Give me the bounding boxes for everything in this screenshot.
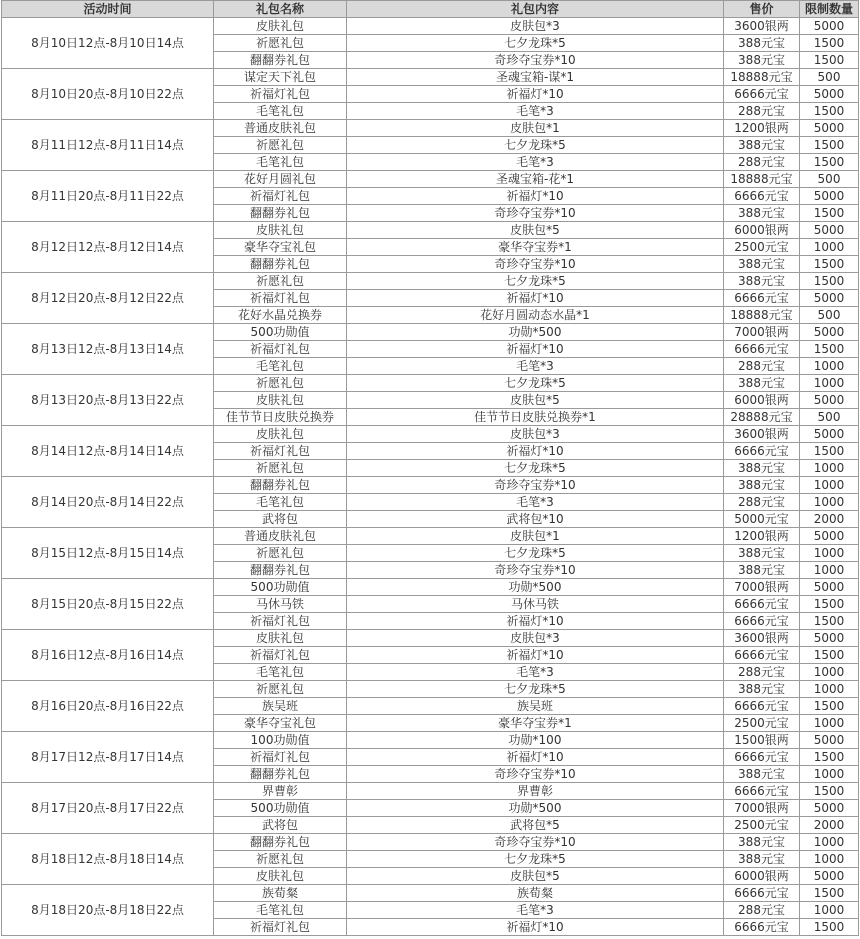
table-row [2,528,859,545]
limit-cell: 1000 [800,494,859,511]
price-cell: 6666元宝 [724,647,800,664]
activity-time-cell: 8月13日20点-8月13日22点 [2,375,214,426]
gift-content-cell: 祈福灯*10 [347,443,724,460]
gift-content-cell: 界曹彰 [347,783,724,800]
price-cell: 388元宝 [724,834,800,851]
price-cell: 6000银两 [724,868,800,885]
header-limit: 限制数量 [800,1,859,18]
gift-name-cell: 毛笔礼包 [214,902,347,919]
gift-name-cell: 谋定天下礼包 [214,69,347,86]
gift-content-cell: 毛笔*3 [347,154,724,171]
price-cell: 1200银两 [724,528,800,545]
activity-time-cell: 8月14日20点-8月14日22点 [2,477,214,528]
price-cell: 288元宝 [724,154,800,171]
price-cell: 6666元宝 [724,86,800,103]
table-row [2,324,859,341]
price-cell: 2500元宝 [724,817,800,834]
gift-name-cell: 500功勋值 [214,324,347,341]
price-cell: 3600银两 [724,18,800,35]
gift-name-cell: 皮肤礼包 [214,868,347,885]
price-cell: 2500元宝 [724,715,800,732]
limit-cell: 1000 [800,477,859,494]
limit-cell: 5000 [800,392,859,409]
limit-cell: 500 [800,69,859,86]
gift-name-cell: 普通皮肤礼包 [214,120,347,137]
gift-name-cell: 毛笔礼包 [214,664,347,681]
price-cell: 6666元宝 [724,596,800,613]
limit-cell: 1000 [800,545,859,562]
gift-content-cell: 功勋*500 [347,800,724,817]
activity-time-cell: 8月17日12点-8月17日14点 [2,732,214,783]
gift-content-cell: 毛笔*3 [347,103,724,120]
gift-name-cell: 皮肤礼包 [214,222,347,239]
gift-name-cell: 界曹彰 [214,783,347,800]
gift-content-cell: 七夕龙珠*5 [347,35,724,52]
gift-name-cell: 普通皮肤礼包 [214,528,347,545]
gift-name-cell: 翻翻券礼包 [214,834,347,851]
limit-cell: 1500 [800,443,859,460]
gift-content-cell: 马休马铁 [347,596,724,613]
gift-name-cell: 祈福灯礼包 [214,749,347,766]
table-body [2,18,859,936]
price-cell: 388元宝 [724,545,800,562]
limit-cell: 1500 [800,749,859,766]
gift-content-cell: 皮肤包*3 [347,630,724,647]
gift-content-cell: 七夕龙珠*5 [347,375,724,392]
table-row [2,885,859,902]
gift-content-cell: 佳节节日皮肤兑换券*1 [347,409,724,426]
activity-time-cell: 8月16日20点-8月16日22点 [2,681,214,732]
table-row [2,579,859,596]
table-row [2,171,859,188]
gift-name-cell: 族荀粲 [214,885,347,902]
gift-name-cell: 佳节节日皮肤兑换券 [214,409,347,426]
limit-cell: 1500 [800,783,859,800]
gift-name-cell: 祈福灯礼包 [214,188,347,205]
gift-name-cell: 祈愿礼包 [214,545,347,562]
gift-name-cell: 祈愿礼包 [214,681,347,698]
activity-time-cell: 8月18日12点-8月18日14点 [2,834,214,885]
gift-name-cell: 祈福灯礼包 [214,647,347,664]
price-cell: 6666元宝 [724,698,800,715]
price-cell: 3600银两 [724,630,800,647]
table-row [2,681,859,698]
limit-cell: 5000 [800,800,859,817]
gift-name-cell: 皮肤礼包 [214,426,347,443]
limit-cell: 1000 [800,375,859,392]
gift-content-cell: 七夕龙珠*5 [347,545,724,562]
limit-cell: 5000 [800,324,859,341]
table-row [2,426,859,443]
gift-content-cell: 祈福灯*10 [347,749,724,766]
gift-content-cell: 族荀粲 [347,885,724,902]
gift-content-cell: 花好月圆动态水晶*1 [347,307,724,324]
limit-cell: 500 [800,171,859,188]
price-cell: 7000银两 [724,324,800,341]
gift-name-cell: 皮肤礼包 [214,392,347,409]
limit-cell: 5000 [800,426,859,443]
activity-time-cell: 8月11日20点-8月11日22点 [2,171,214,222]
gift-content-cell: 皮肤包*3 [347,18,724,35]
gift-name-cell: 100功勋值 [214,732,347,749]
gift-content-cell: 皮肤包*5 [347,222,724,239]
gift-name-cell: 祈愿礼包 [214,460,347,477]
price-cell: 6666元宝 [724,290,800,307]
gift-content-cell: 皮肤包*5 [347,868,724,885]
gift-content-cell: 豪华夺宝券*1 [347,715,724,732]
limit-cell: 1000 [800,681,859,698]
price-cell: 288元宝 [724,902,800,919]
gift-content-cell: 族吴班 [347,698,724,715]
gift-content-cell: 祈福灯*10 [347,647,724,664]
limit-cell: 1000 [800,902,859,919]
table-row [2,69,859,86]
limit-cell: 5000 [800,868,859,885]
gift-name-cell: 马休马铁 [214,596,347,613]
price-cell: 6666元宝 [724,885,800,902]
price-cell: 6000银两 [724,392,800,409]
limit-cell: 1500 [800,154,859,171]
gift-name-cell: 翻翻券礼包 [214,205,347,222]
price-cell: 6000银两 [724,222,800,239]
price-cell: 388元宝 [724,35,800,52]
gift-content-cell: 毛笔*3 [347,358,724,375]
gift-name-cell: 族吴班 [214,698,347,715]
limit-cell: 5000 [800,188,859,205]
limit-cell: 1000 [800,562,859,579]
table-row [2,783,859,800]
gift-name-cell: 毛笔礼包 [214,494,347,511]
gift-content-cell: 祈福灯*10 [347,613,724,630]
price-cell: 388元宝 [724,851,800,868]
table-row [2,834,859,851]
activity-time-cell: 8月12日20点-8月12日22点 [2,273,214,324]
limit-cell: 1500 [800,647,859,664]
price-cell: 6666元宝 [724,613,800,630]
gift-name-cell: 武将包 [214,817,347,834]
price-cell: 7000银两 [724,579,800,596]
price-cell: 18888元宝 [724,171,800,188]
table-row [2,273,859,290]
gift-name-cell: 毛笔礼包 [214,103,347,120]
gift-name-cell: 皮肤礼包 [214,630,347,647]
limit-cell: 1500 [800,698,859,715]
gift-name-cell: 祈福灯礼包 [214,290,347,307]
table-row [2,375,859,392]
activity-time-cell: 8月18日20点-8月18日22点 [2,885,214,936]
gift-content-cell: 皮肤包*1 [347,120,724,137]
gift-content-cell: 祈福灯*10 [347,290,724,307]
price-cell: 6666元宝 [724,443,800,460]
price-cell: 388元宝 [724,205,800,222]
gift-content-cell: 祈福灯*10 [347,86,724,103]
gift-content-cell: 皮肤包*5 [347,392,724,409]
activity-time-cell: 8月15日12点-8月15日14点 [2,528,214,579]
gift-content-cell: 武将包*5 [347,817,724,834]
gift-name-cell: 祈福灯礼包 [214,86,347,103]
gift-content-cell: 奇珍夺宝券*10 [347,834,724,851]
activity-time-cell: 8月10日12点-8月10日14点 [2,18,214,69]
gift-content-cell: 奇珍夺宝券*10 [347,766,724,783]
price-cell: 5000元宝 [724,511,800,528]
gift-name-cell: 花好月圆礼包 [214,171,347,188]
gift-name-cell: 祈愿礼包 [214,273,347,290]
limit-cell: 1500 [800,35,859,52]
activity-time-cell: 8月17日20点-8月17日22点 [2,783,214,834]
gift-content-cell: 毛笔*3 [347,664,724,681]
gift-content-cell: 圣魂宝箱-谋*1 [347,69,724,86]
header-time: 活动时间 [2,1,214,18]
limit-cell: 5000 [800,86,859,103]
price-cell: 18888元宝 [724,69,800,86]
limit-cell: 5000 [800,120,859,137]
price-cell: 28888元宝 [724,409,800,426]
gift-content-cell: 功勋*500 [347,324,724,341]
price-cell: 288元宝 [724,358,800,375]
gift-content-cell: 奇珍夺宝券*10 [347,256,724,273]
price-cell: 18888元宝 [724,307,800,324]
price-cell: 6666元宝 [724,919,800,936]
gift-name-cell: 翻翻券礼包 [214,256,347,273]
gift-content-cell: 功勋*500 [347,579,724,596]
limit-cell: 1500 [800,52,859,69]
limit-cell: 5000 [800,630,859,647]
header-gift-content: 礼包内容 [347,1,724,18]
gift-content-cell: 功勋*100 [347,732,724,749]
limit-cell: 1500 [800,596,859,613]
price-cell: 1200银两 [724,120,800,137]
price-cell: 388元宝 [724,273,800,290]
header-row [2,1,859,18]
limit-cell: 1500 [800,205,859,222]
gift-content-cell: 祈福灯*10 [347,188,724,205]
activity-time-cell: 8月15日20点-8月15日22点 [2,579,214,630]
activity-time-cell: 8月10日20点-8月10日22点 [2,69,214,120]
gift-name-cell: 500功勋值 [214,800,347,817]
limit-cell: 5000 [800,579,859,596]
price-cell: 388元宝 [724,766,800,783]
limit-cell: 5000 [800,528,859,545]
limit-cell: 1000 [800,358,859,375]
limit-cell: 1000 [800,766,859,783]
gift-content-cell: 圣魂宝箱-花*1 [347,171,724,188]
gift-name-cell: 祈愿礼包 [214,137,347,154]
limit-cell: 1500 [800,103,859,120]
gift-name-cell: 翻翻券礼包 [214,477,347,494]
table-row [2,732,859,749]
price-cell: 288元宝 [724,494,800,511]
gift-name-cell: 翻翻券礼包 [214,766,347,783]
table-row [2,120,859,137]
limit-cell: 1500 [800,137,859,154]
limit-cell: 1500 [800,919,859,936]
limit-cell: 1000 [800,664,859,681]
limit-cell: 1500 [800,885,859,902]
table-row [2,477,859,494]
gift-name-cell: 500功勋值 [214,579,347,596]
price-cell: 388元宝 [724,460,800,477]
gift-content-cell: 奇珍夺宝券*10 [347,562,724,579]
limit-cell: 1500 [800,613,859,630]
gift-content-cell: 祈福灯*10 [347,919,724,936]
gift-name-cell: 祈愿礼包 [214,851,347,868]
price-cell: 288元宝 [724,103,800,120]
gift-content-cell: 奇珍夺宝券*10 [347,477,724,494]
gift-content-cell: 豪华夺宝券*1 [347,239,724,256]
price-cell: 1500银两 [724,732,800,749]
gift-name-cell: 武将包 [214,511,347,528]
limit-cell: 500 [800,409,859,426]
gift-name-cell: 祈福灯礼包 [214,613,347,630]
gift-content-cell: 七夕龙珠*5 [347,681,724,698]
gift-name-cell: 祈福灯礼包 [214,443,347,460]
table-row [2,18,859,35]
price-cell: 388元宝 [724,256,800,273]
price-cell: 388元宝 [724,681,800,698]
gift-content-cell: 毛笔*3 [347,494,724,511]
gift-name-cell: 皮肤礼包 [214,18,347,35]
limit-cell: 5000 [800,222,859,239]
gift-content-cell: 祈福灯*10 [347,341,724,358]
gift-content-cell: 奇珍夺宝券*10 [347,52,724,69]
gift-content-cell: 七夕龙珠*5 [347,851,724,868]
gift-content-cell: 皮肤包*3 [347,426,724,443]
limit-cell: 2000 [800,511,859,528]
table-row [2,630,859,647]
price-cell: 388元宝 [724,375,800,392]
price-cell: 388元宝 [724,562,800,579]
limit-cell: 2000 [800,817,859,834]
gift-schedule-table [1,0,859,936]
limit-cell: 1000 [800,460,859,477]
gift-name-cell: 祈福灯礼包 [214,341,347,358]
limit-cell: 1000 [800,715,859,732]
limit-cell: 1000 [800,834,859,851]
price-cell: 388元宝 [724,52,800,69]
limit-cell: 1500 [800,273,859,290]
gift-name-cell: 毛笔礼包 [214,154,347,171]
price-cell: 6666元宝 [724,783,800,800]
gift-name-cell: 豪华夺宝礼包 [214,239,347,256]
price-cell: 6666元宝 [724,749,800,766]
limit-cell: 500 [800,307,859,324]
activity-time-cell: 8月12日12点-8月12日14点 [2,222,214,273]
limit-cell: 1000 [800,851,859,868]
gift-name-cell: 翻翻券礼包 [214,52,347,69]
price-cell: 388元宝 [724,477,800,494]
limit-cell: 5000 [800,290,859,307]
activity-time-cell: 8月16日12点-8月16日14点 [2,630,214,681]
price-cell: 7000银两 [724,800,800,817]
gift-content-cell: 七夕龙珠*5 [347,460,724,477]
limit-cell: 1500 [800,256,859,273]
gift-content-cell: 武将包*10 [347,511,724,528]
limit-cell: 1500 [800,341,859,358]
gift-content-cell: 皮肤包*1 [347,528,724,545]
limit-cell: 1000 [800,239,859,256]
gift-name-cell: 毛笔礼包 [214,358,347,375]
gift-name-cell: 翻翻券礼包 [214,562,347,579]
gift-content-cell: 奇珍夺宝券*10 [347,205,724,222]
header-gift-name: 礼包名称 [214,1,347,18]
price-cell: 6666元宝 [724,188,800,205]
limit-cell: 5000 [800,18,859,35]
gift-content-cell: 七夕龙珠*5 [347,273,724,290]
price-cell: 3600银两 [724,426,800,443]
limit-cell: 5000 [800,732,859,749]
gift-name-cell: 豪华夺宝礼包 [214,715,347,732]
gift-content-cell: 七夕龙珠*5 [347,137,724,154]
gift-name-cell: 祈愿礼包 [214,375,347,392]
gift-name-cell: 祈愿礼包 [214,35,347,52]
activity-time-cell: 8月11日12点-8月11日14点 [2,120,214,171]
activity-time-cell: 8月13日12点-8月13日14点 [2,324,214,375]
gift-name-cell: 花好水晶兑换券 [214,307,347,324]
price-cell: 388元宝 [724,137,800,154]
activity-time-cell: 8月14日12点-8月14日14点 [2,426,214,477]
table-row [2,222,859,239]
price-cell: 6666元宝 [724,341,800,358]
gift-content-cell: 毛笔*3 [347,902,724,919]
price-cell: 2500元宝 [724,239,800,256]
header-price: 售价 [724,1,800,18]
gift-name-cell: 祈福灯礼包 [214,919,347,936]
price-cell: 288元宝 [724,664,800,681]
